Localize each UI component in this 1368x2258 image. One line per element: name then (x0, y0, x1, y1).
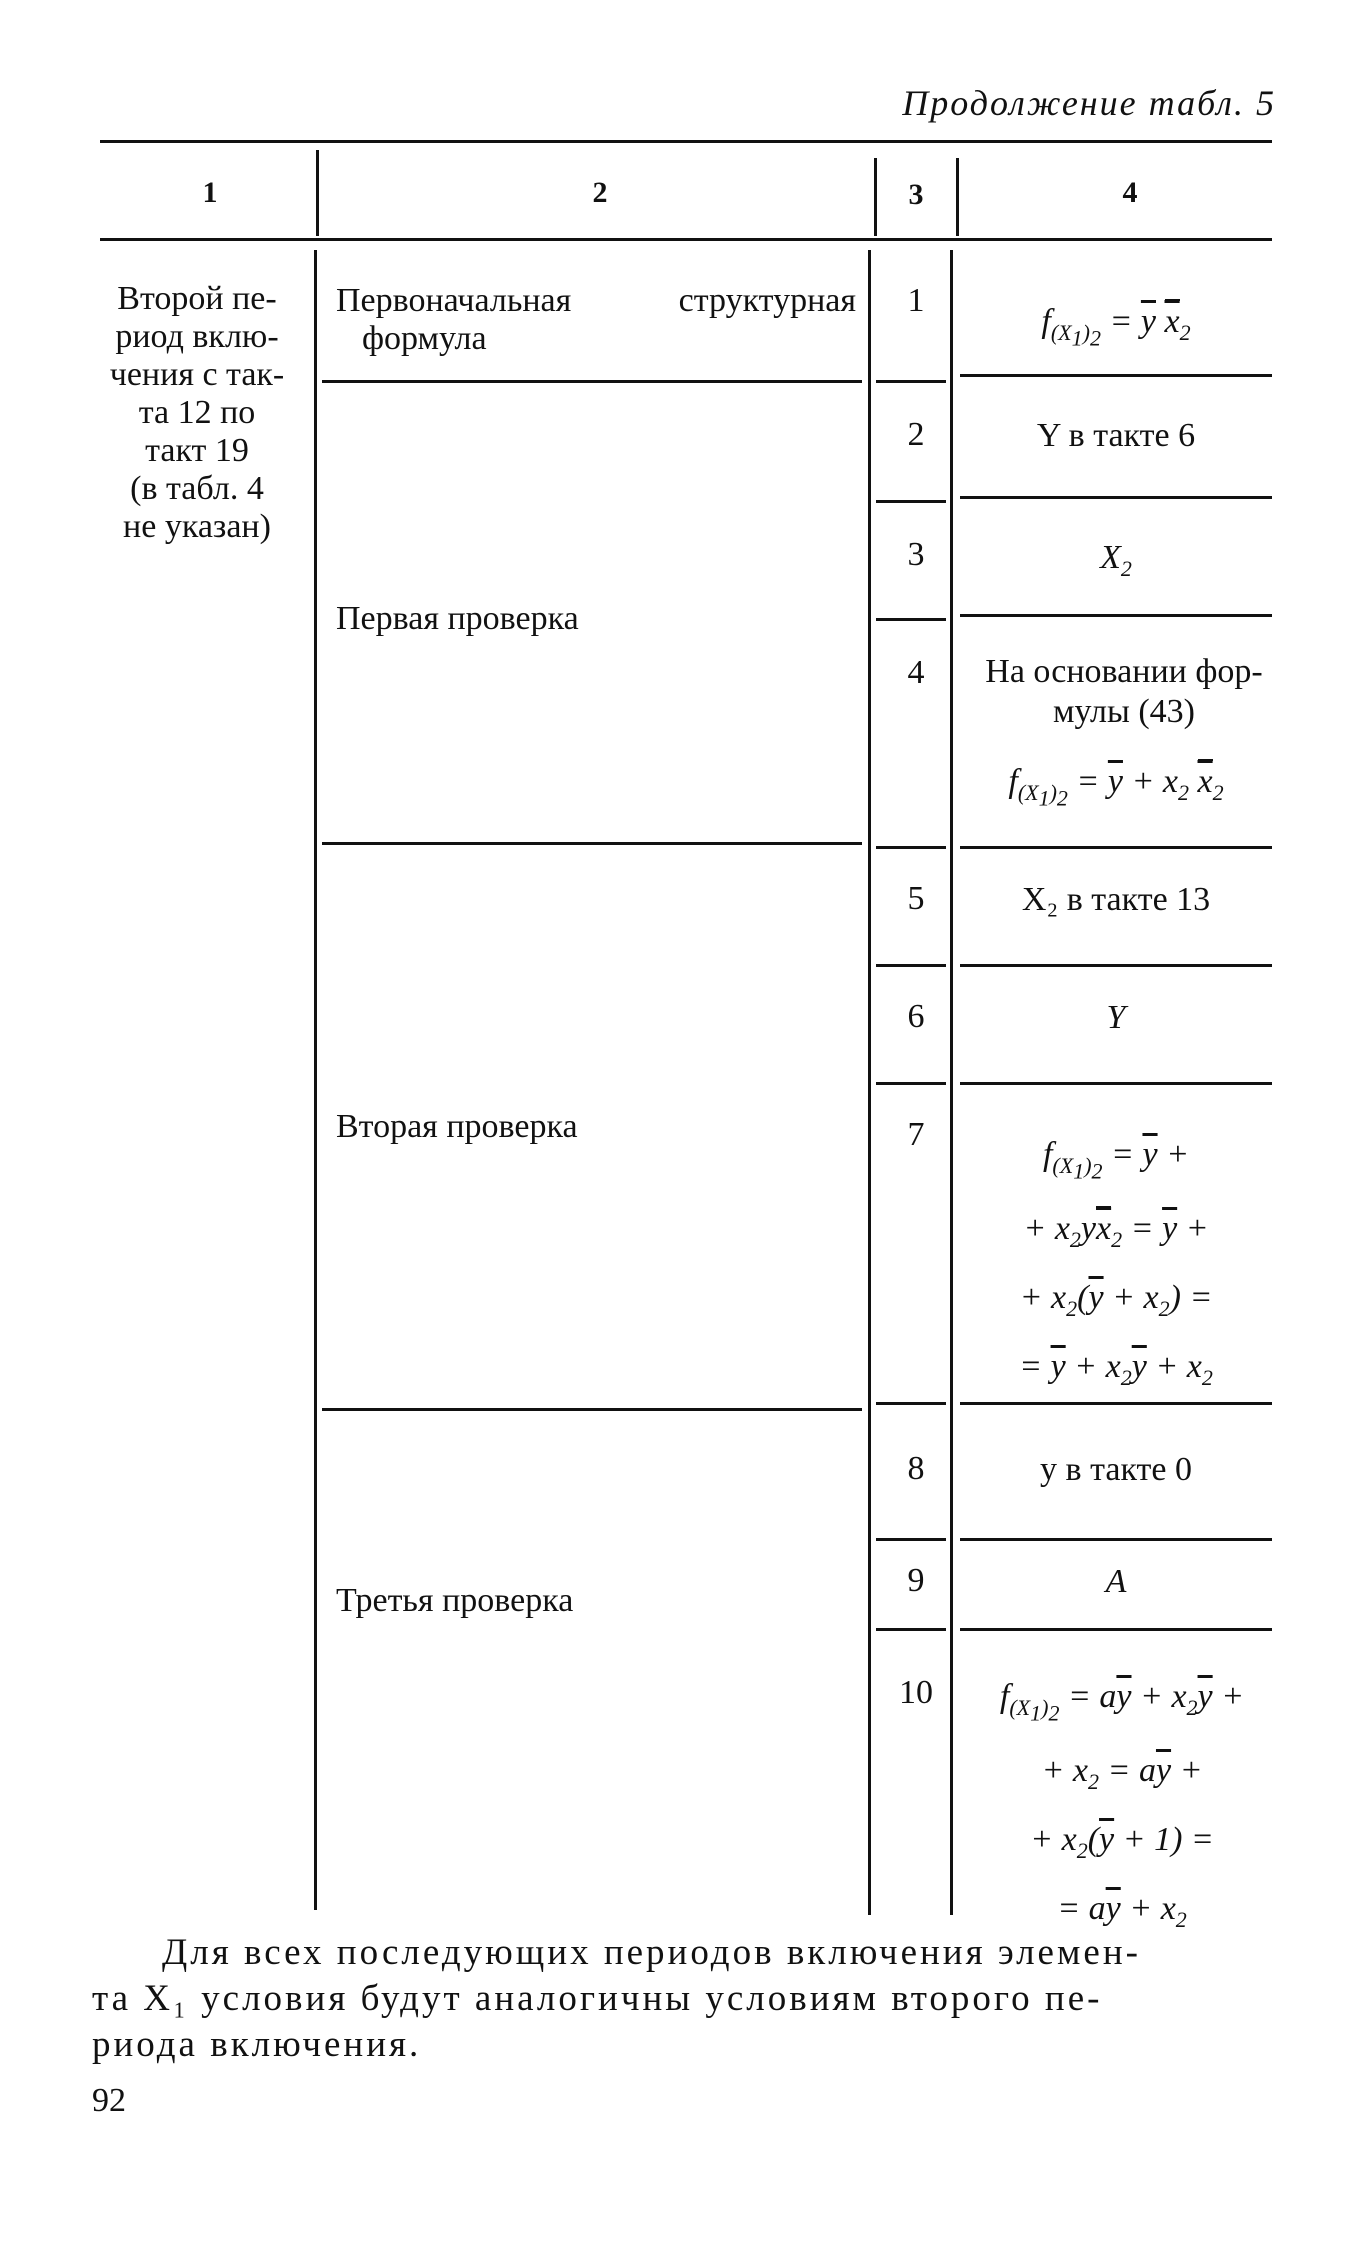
period-line: та 12 по (138, 394, 256, 431)
row-divider (960, 1628, 1272, 1631)
row-number: 1 (907, 282, 925, 319)
row-divider (960, 1538, 1272, 1541)
formula-row-10: $f_{(X_1)_2} = a\overline{y} + x_2\overline{y}$ + + $x_2 = a\overline{y}$ + + $x_2(\overline{y} + 1)$ = = $a\overline{y} + x_2$ (999, 1678, 1245, 1932)
header-divider-3 (956, 158, 959, 236)
row-divider (876, 500, 946, 503)
period-line: чения с так- (109, 356, 285, 393)
row-divider (876, 1082, 946, 1085)
section-divider (322, 380, 862, 383)
table-top-rule (100, 140, 1272, 143)
row-divider (876, 846, 946, 849)
cell-row-2: Y в такте 6 (1036, 417, 1196, 454)
row-divider (876, 618, 946, 621)
table-header-rule (100, 238, 1272, 241)
row-divider (876, 964, 946, 967)
period-line: такт 19 (145, 432, 249, 469)
header-divider-2 (874, 158, 877, 236)
cell-row-8-text: y в такте 0 (1040, 1451, 1192, 1488)
cell-row-3: $X_2$ (1100, 539, 1132, 581)
section-initial-formula (336, 282, 856, 358)
footer-paragraph (92, 1930, 1272, 2068)
period-line: (в табл. 4 (130, 470, 264, 507)
section-third-check: Третья проверка (336, 1582, 574, 1619)
section-first-check: Первая проверка (336, 600, 579, 637)
cell-row-4-text (964, 652, 1284, 732)
body-divider-2 (868, 250, 871, 1915)
section-divider (322, 1408, 862, 1411)
header-col-3: 3 (908, 178, 924, 211)
cell-row-8 (956, 1450, 1276, 1490)
cell-row-5: X₂ в такте 13 (1021, 881, 1211, 918)
row-number: 5 (907, 880, 925, 917)
header-col-1: 1 (202, 176, 218, 209)
continuation-label: Продолжение табл. 5 (902, 83, 1276, 123)
footer-line: Для всех последующих периодов включения элемен- (162, 1932, 1141, 1973)
cell-line: На основании фор- (985, 653, 1263, 690)
row-divider (960, 614, 1272, 617)
row-number: 4 (907, 654, 925, 691)
header-col-4: 4 (1122, 176, 1138, 209)
row-number: 2 (907, 416, 925, 453)
row-divider (960, 1082, 1272, 1085)
period-description (92, 280, 302, 546)
row-number: 10 (899, 1674, 933, 1711)
footer-line: та X₁ условия будут аналогичны условиям второго пе- (92, 1978, 1103, 2019)
row-number: 7 (907, 1116, 925, 1153)
row-divider (876, 380, 946, 383)
section-divider (322, 842, 862, 845)
formula-row-1: $f_{(X_1)_2} = \overline{y}$ $\overline{x}_2$ (956, 292, 1276, 368)
row-divider (876, 1402, 946, 1405)
row-divider (960, 496, 1272, 499)
cell-line: мулы (43) (1053, 693, 1195, 730)
section-line: формула (362, 320, 487, 357)
row-divider (960, 846, 1272, 849)
body-divider-1 (314, 250, 317, 1910)
row-number: 8 (907, 1450, 925, 1487)
header-col-2: 2 (592, 176, 608, 209)
body-divider-3 (950, 250, 953, 1915)
cell-row-9: A (1105, 1563, 1127, 1600)
cell-row-6: Y (1106, 999, 1126, 1036)
formula-row-4: $f_{(X_1)_2} = \overline{y} + x_2$ $\overline{x}_2$ (956, 752, 1276, 828)
period-line: не указан) (123, 508, 271, 545)
period-line: риод вклю- (115, 318, 279, 355)
period-line: Второй пе- (117, 280, 277, 317)
row-number: 6 (907, 998, 925, 1035)
row-divider (960, 964, 1272, 967)
section-line: Первоначальная структурная (336, 282, 856, 319)
section-second-check: Вторая проверка (336, 1108, 578, 1145)
row-divider (876, 1538, 946, 1541)
formula-row-7: $f_{(X_1)_2} = \overline{y}$ + + $x_2y\overline{x}_2 = \overline{y}$ + + $x_2(\overline{y} + x_2)$ = = $\overline{y} + x_2\overline{y} + x_2$ (1019, 1136, 1213, 1390)
page-number: 92 (92, 2082, 126, 2119)
row-number: 9 (907, 1562, 925, 1599)
footer-line: риода включения. (92, 2024, 422, 2065)
header-divider-1 (316, 150, 319, 236)
row-number: 3 (907, 536, 925, 573)
row-divider (960, 374, 1272, 377)
row-divider (876, 1628, 946, 1631)
